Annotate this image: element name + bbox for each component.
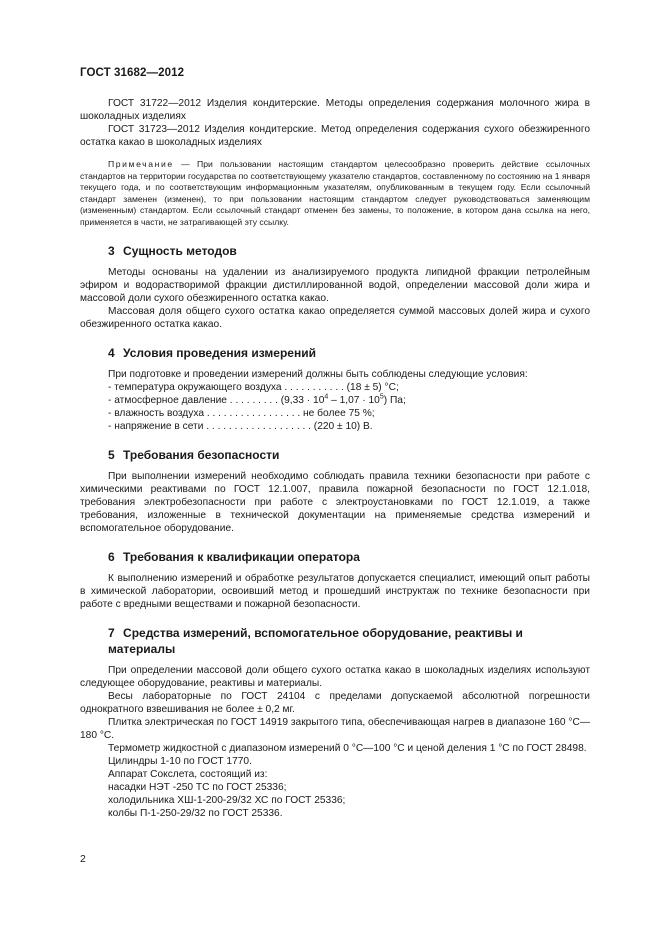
document-body <box>80 97 590 820</box>
section-5-number: 5 <box>108 447 115 462</box>
section-7-soxhlet-flask: колбы П-1-250-29/32 по ГОСТ 25336. <box>108 807 283 819</box>
section-3-paragraph-1: Методы основаны на удалении из анализируемого продукта липидной фракции петролейным эфиром и водорастворимой фракции дистиллированной водой, определении массовой доли жира и массовой доли сухого обезжиренного остатка какао. <box>80 266 590 304</box>
section-6-title: Требования к квалификации оператора <box>123 549 360 564</box>
section-7-scales: Весы лабораторные по ГОСТ 24104 с пределами допускаемой абсолютной погрешности однократного взвешивания не более ± 0,2 мг. <box>80 690 590 715</box>
section-5-title: Требования безопасности <box>123 447 280 462</box>
condition-humidity: - влажность воздуха . . . . . . . . . . . . . . . . . не более 75 %; <box>108 407 375 419</box>
section-3-number: 3 <box>108 243 115 258</box>
pressure-exponent-2: 5 <box>379 393 384 401</box>
section-4-number: 4 <box>108 345 115 360</box>
section-7-title: Средства измерений, вспомогательное оборудование, реактивы и материалы <box>108 625 523 656</box>
reference-gost-31722: ГОСТ 31722—2012 Изделия кондитерские. Методы определения содержания молочного жира в шоколадных изделиях <box>80 98 590 122</box>
section-7-paragraph-1: При определении массовой доли общего сухого остатка какао в шоколадных изделиях используют следующее оборудование, реактивы и материалы. <box>80 664 590 689</box>
condition-pressure <box>80 394 590 407</box>
section-6-heading <box>80 549 590 565</box>
section-7-soxhlet-extractor: насадки НЭТ -250 ТС по ГОСТ 25336; <box>108 781 287 793</box>
note-text: — При пользовании настоящим стандартом целесообразно проверить действие ссылочных стандартов на территории государства по соответствующему указателю стандартов, составленному по состоянию на 1 января текущего года, и по соответствующим информационным указателям, опубликованным в текущем году. Если ссылочный стандарт заменен (изменен), то при пользовании настоящим стандартом следует руководствоваться заменяющим (измененным) стандартом. Если ссылочный стандарт отменен без замены, то положение, в котором дана ссылка на него, применяется в части, не затрагивающей эту ссылку. <box>80 159 590 227</box>
section-7-thermometer: Термометр жидкостной с диапазоном измерений 0 °С—100 °С и ценой деления 1 °С по ГОСТ 28498. <box>108 742 587 754</box>
section-6-number: 6 <box>108 549 115 564</box>
section-5-heading <box>80 447 590 463</box>
pressure-part-3: ) Па; <box>383 394 406 406</box>
condition-voltage: - напряжение в сети . . . . . . . . . . . . . . . . . . . (220 ± 10) В. <box>108 420 373 432</box>
section-4-title: Условия проведения измерений <box>123 345 316 360</box>
section-6-paragraph-1: К выполнению измерений и обработке результатов допускается специалист, имеющий опыт работы в химической лаборатории, освоивший метод и прошедший инструктаж по технике безопасности при работе с вредными веществами и пожарной безопасности. <box>80 572 590 610</box>
note-paragraph <box>80 159 590 229</box>
section-7-heading <box>80 625 590 657</box>
section-3-title: Сущность методов <box>123 243 237 258</box>
section-7-hotplate: Плитка электрическая по ГОСТ 14919 закрытого типа, обеспечивающая нагрев в диапазоне 160 °С—180 °С. <box>80 716 591 741</box>
pressure-exponent-1: 4 <box>324 393 329 401</box>
pressure-part-1: - атмосферное давление . . . . . . . . . (9,33 · 10 <box>108 394 325 406</box>
document-header: ГОСТ 31682—2012 <box>80 67 185 79</box>
section-7-cylinders: Цилиндры 1-10 по ГОСТ 1770. <box>108 755 252 767</box>
pressure-part-2: – 1,07 · 10 <box>328 394 380 406</box>
section-3-heading <box>80 243 590 259</box>
section-7-number: 7 <box>108 625 115 640</box>
condition-temperature: - температура окружающего воздуха . . . . . . . . . . . (18 ± 5) °С; <box>108 381 399 393</box>
section-4-intro: При подготовке и проведении измерений должны быть соблюдены следующие условия: <box>108 368 528 380</box>
note-label: Примечание <box>108 159 174 169</box>
section-7-soxhlet: Аппарат Сокслета, состоящий из: <box>108 768 268 780</box>
page-number: 2 <box>80 853 86 865</box>
reference-gost-31723: ГОСТ 31723—2012 Изделия кондитерские. Метод определения содержания сухого обезжиренного остатка какао в шоколадных изделиях <box>80 124 590 148</box>
section-7-soxhlet-condenser: холодильника ХШ-1-200-29/32 ХС по ГОСТ 25336; <box>108 794 346 806</box>
section-3-paragraph-2: Массовая доля общего сухого остатка какао определяется суммой массовых долей жира и сухого обезжиренного остатка какао. <box>80 305 590 330</box>
section-5-paragraph-1: При выполнении измерений необходимо соблюдать правила техники безопасности при работе с химическими реактивами по ГОСТ 12.1.007, правила пожарной безопасности по ГОСТ 12.1.018, требования электробезопасности при работе с электроустановками по ГОСТ 12.1.019, а также требования, изложенные в технической документации на применяемые средства измерений и вспомогательное оборудование. <box>80 470 590 534</box>
section-4-heading <box>80 345 590 361</box>
